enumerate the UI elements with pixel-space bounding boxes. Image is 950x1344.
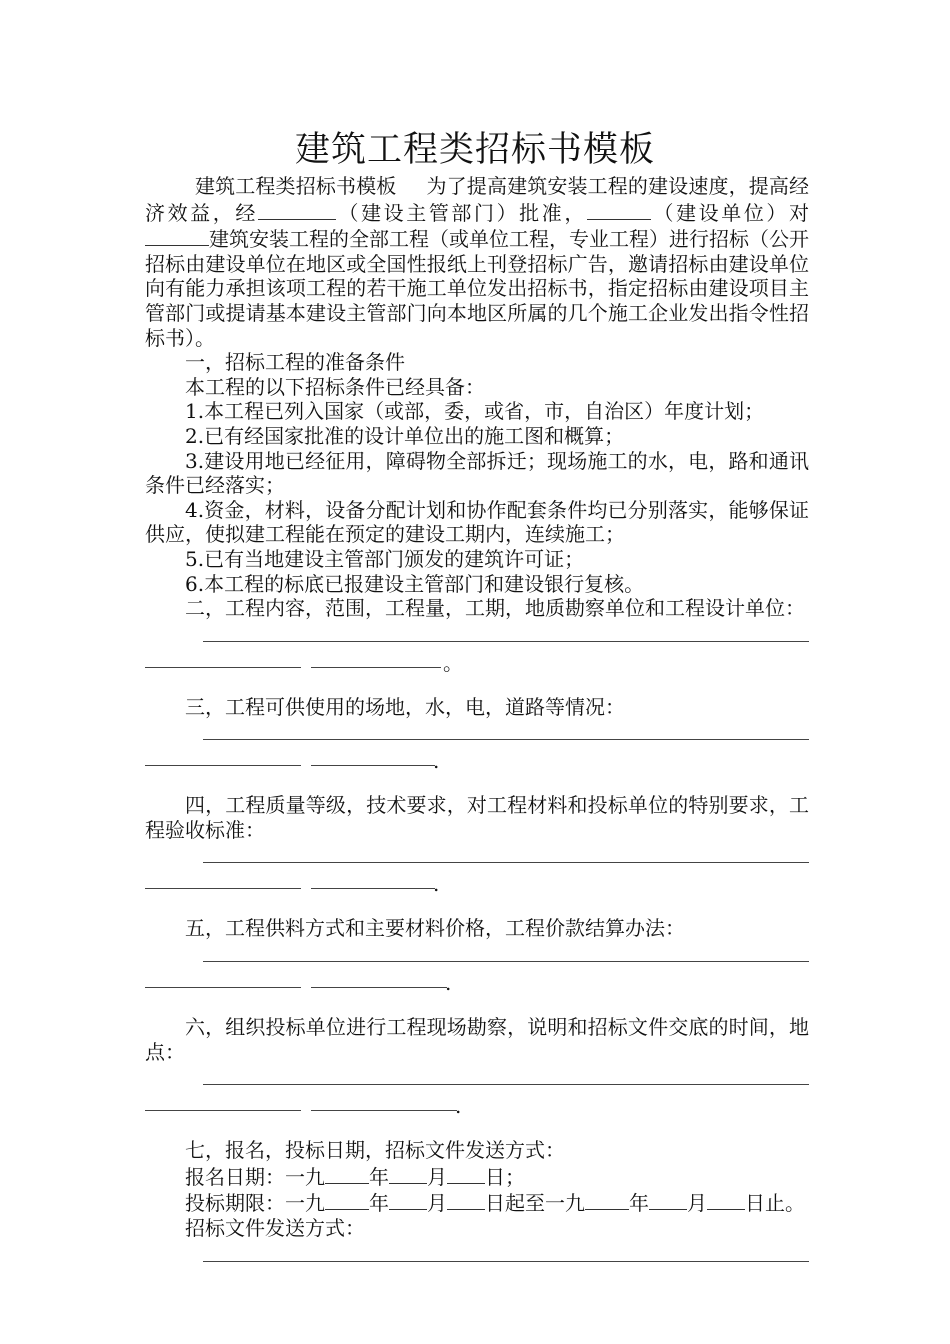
s1-item: 3.建设用地已经征用，障碍物全部拆迁；现场施工的水，电，路和通讯条件已经落实； bbox=[145, 448, 809, 498]
blank-reg-year[interactable] bbox=[325, 1163, 369, 1184]
year-label: 年 bbox=[369, 1191, 389, 1216]
fill-line bbox=[203, 739, 809, 740]
s2-fill-lines[interactable] bbox=[145, 621, 809, 695]
send-method: 招标文件发送方式： bbox=[185, 1216, 365, 1241]
month-label: 月 bbox=[687, 1191, 707, 1216]
blank-bid-month[interactable] bbox=[389, 1189, 427, 1210]
s3-heading: 三，工程可供使用的场地，水，电，道路等情况： bbox=[185, 694, 625, 719]
until-label: 日止。 bbox=[745, 1191, 805, 1216]
s2-heading: 二，工程内容，范围，工程量，工期，地质勘察单位和工程设计单位： bbox=[185, 596, 805, 621]
s6-end: . bbox=[455, 1094, 462, 1119]
s3-fill-lines[interactable] bbox=[145, 719, 809, 793]
s7-heading: 七，报名，投标日期，招标文件发送方式： bbox=[185, 1138, 565, 1163]
s4-end: . bbox=[433, 872, 440, 897]
intro-text-3: （建设单位）对 bbox=[650, 200, 810, 225]
blank-bid-year[interactable] bbox=[325, 1189, 369, 1210]
s1-item: 4.资金，材料，设备分配计划和协作配套条件均已分别落实，能够保证供应，使拟建工程能在预定的建设工期内，连续施工； bbox=[145, 497, 809, 547]
fill-line bbox=[145, 1110, 301, 1111]
s1-item: 5.已有当地建设主管部门颁发的建筑许可证； bbox=[185, 546, 585, 571]
fill-line bbox=[203, 862, 809, 863]
blank-reg-month[interactable] bbox=[389, 1163, 427, 1184]
fill-line bbox=[203, 1261, 809, 1262]
month-label: 月 bbox=[427, 1191, 447, 1216]
document-body bbox=[145, 174, 809, 1283]
year-label: 年 bbox=[629, 1191, 649, 1216]
fill-line bbox=[145, 888, 301, 889]
fill-line bbox=[311, 1110, 457, 1111]
intro-heading: 建筑工程类招标书模板 bbox=[195, 174, 397, 198]
s3-end: . bbox=[433, 749, 440, 774]
fill-line bbox=[203, 1084, 809, 1085]
fill-line bbox=[145, 667, 301, 668]
s5-heading: 五，工程供料方式和主要材料价格，工程价款结算办法： bbox=[185, 916, 685, 941]
fill-line bbox=[311, 987, 447, 988]
s1-item: 2.已有经国家批准的设计单位出的施工图和概算； bbox=[185, 423, 625, 448]
blank-end-day[interactable] bbox=[707, 1189, 745, 1210]
blank-end-year[interactable] bbox=[585, 1189, 629, 1210]
intro-text-1: 为了提高建筑安装工程的建设速度，提高经济效益，经 bbox=[145, 174, 810, 225]
s6-heading: 六，组织投标单位进行工程现场勘察，说明和招标文件交底的时间，地点： bbox=[145, 1015, 809, 1064]
s6-fill-lines[interactable] bbox=[145, 1064, 809, 1138]
blank-project[interactable] bbox=[145, 225, 209, 246]
s4-heading: 四，工程质量等级，技术要求，对工程材料和投标单位的特别要求，工程验收标准： bbox=[145, 793, 809, 842]
s5-fill-lines[interactable] bbox=[145, 941, 809, 1015]
bid-period bbox=[145, 1189, 809, 1216]
day-label: 日； bbox=[485, 1164, 525, 1189]
intro-paragraph bbox=[145, 174, 809, 350]
intro-text-2: （建设主管部门）批准， bbox=[335, 200, 587, 225]
s1-heading: 一，招标工程的准备条件 bbox=[185, 350, 405, 375]
blank-end-month[interactable] bbox=[649, 1189, 687, 1210]
s1-lead: 本工程的以下招标条件已经具备： bbox=[185, 374, 485, 399]
s1-item: 6.本工程的标底已报建设主管部门和建设银行复核。 bbox=[185, 571, 645, 596]
month-label: 月 bbox=[427, 1164, 447, 1189]
year-label: 年 bbox=[369, 1164, 389, 1189]
fill-line bbox=[311, 765, 435, 766]
fill-line bbox=[145, 765, 301, 766]
registration-label: 报名日期：一九 bbox=[185, 1164, 325, 1189]
fill-line bbox=[145, 987, 301, 988]
send-method-fill-lines[interactable] bbox=[145, 1241, 809, 1283]
s2-end: 。 bbox=[443, 650, 463, 675]
registration-date bbox=[145, 1163, 809, 1190]
s1-item: 1.本工程已列入国家（或部，委，或省，市，自治区）年度计划； bbox=[185, 399, 765, 424]
s5-end: . bbox=[445, 971, 452, 996]
fill-line bbox=[203, 961, 809, 962]
from-label: 日起至一九 bbox=[485, 1191, 585, 1216]
blank-bid-day[interactable] bbox=[447, 1189, 485, 1210]
fill-line bbox=[311, 888, 435, 889]
blank-reg-day[interactable] bbox=[447, 1163, 485, 1184]
bid-label: 投标期限：一九 bbox=[185, 1191, 325, 1216]
document-title: 建筑工程类招标书模板 bbox=[294, 130, 655, 170]
intro-text-4: 建筑安装工程的全部工程（或单位工程，专业工程）进行招标（公开招标由建设单位在地区或全国性报纸上刊登招标广告，邀请招标由建设单位向有能力承担该项工程的若干施工单位发出招标书，指定招标由建设项目主管部门或提请基本建设主管部门向本地区所属的几个施工企业发出指令性招标书）。 bbox=[145, 227, 809, 350]
fill-line bbox=[203, 641, 809, 642]
blank-authority[interactable] bbox=[258, 199, 336, 220]
fill-line bbox=[311, 667, 441, 668]
blank-owner[interactable] bbox=[587, 199, 651, 220]
s4-fill-lines[interactable] bbox=[145, 842, 809, 916]
